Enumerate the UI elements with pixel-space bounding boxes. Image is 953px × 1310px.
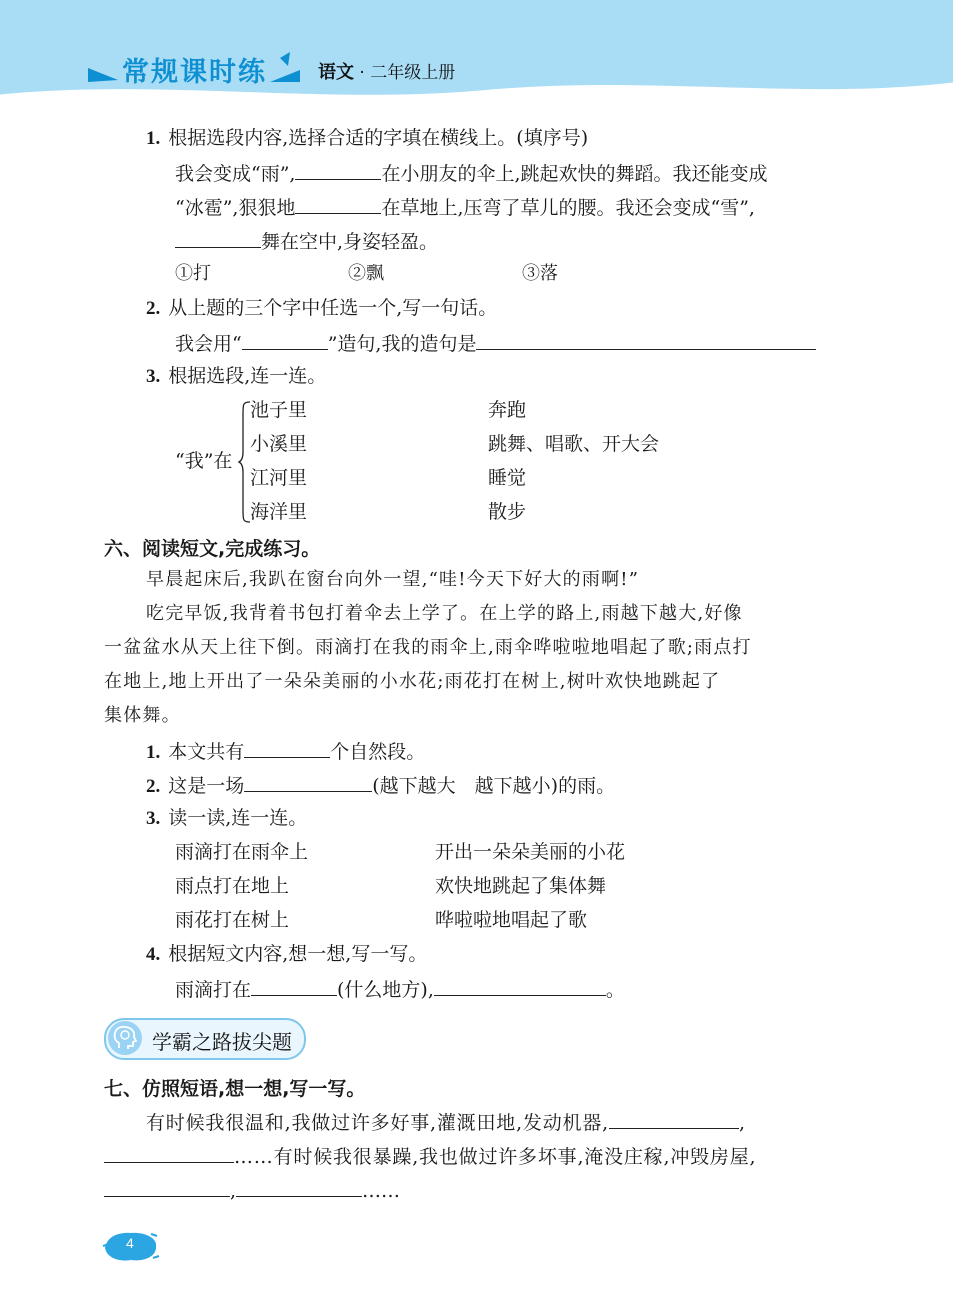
s6-q1-number: 1. [146, 742, 161, 763]
s6-q3-left-item: 雨滴打在雨伞上 [175, 841, 309, 863]
q1-prompt-text: 根据选段内容,选择合适的字填在横线上。(填序号) [168, 127, 589, 149]
s7-line1-comma: , [738, 1112, 746, 1134]
series-title: 常规课时练 [122, 57, 267, 88]
s6-q4-part-b: (什么地方), [337, 979, 434, 1001]
q1-line3-text: 舞在空中,身姿轻盈。 [261, 231, 439, 253]
section-7-title: 七、仿照短语,想一想,写一写。 [104, 1078, 366, 1100]
q1-line-3 [175, 227, 438, 255]
q1-line-2 [175, 193, 755, 221]
s6-q4-number: 4. [146, 944, 161, 965]
q2-part-a: 我会用“ [175, 333, 242, 355]
s6-q3 [146, 805, 307, 832]
s7-blank-4[interactable] [236, 1176, 362, 1197]
s6-q4 [146, 941, 427, 968]
passage-line: 在地上,地上开出了一朵朵美丽的小水花;雨花打在树上,树叶欢快地跳起了 [104, 671, 721, 692]
badge-label: 学霸之路拔尖题 [152, 1030, 292, 1054]
s6-q2-part-b: (越下越大 越下越小)的雨。 [372, 775, 616, 797]
s6-q3-number: 3. [146, 808, 161, 829]
s6-q2-blank[interactable] [244, 771, 372, 792]
subject-label: 语文 [318, 62, 354, 83]
q2-blank-sentence[interactable] [476, 329, 816, 350]
q3-left-item: 小溪里 [250, 433, 308, 455]
q1-line-1 [175, 159, 768, 187]
s6-q4-answer-line [175, 975, 625, 1003]
q1-number: 1. [146, 128, 161, 149]
s7-blank-1[interactable] [609, 1108, 739, 1129]
s6-q3-right-item: 哗啦啦地唱起了歌 [435, 909, 588, 931]
s6-q3-right-item: 欢快地跳起了集体舞 [435, 875, 607, 897]
s6-q1-part-a: 本文共有 [168, 741, 245, 763]
grade-label: 二年级上册 [370, 63, 456, 83]
q1-blank-2[interactable] [295, 193, 381, 214]
q3-subject: “我”在 [175, 450, 233, 472]
q2-answer-line [175, 329, 816, 357]
q2-part-b: ”造句,我的造句是 [327, 333, 477, 355]
q3-prompt-text: 根据选段,连一连。 [168, 365, 327, 387]
passage-paragraph-1: 早晨起床后,我趴在窗台向外一望,“哇!今天下好大的雨啊!” [146, 569, 640, 590]
s6-q4-prompt: 根据短文内容,想一想,写一写。 [168, 943, 428, 965]
s6-q1 [146, 737, 425, 766]
page-number-badge [101, 1226, 161, 1264]
s6-q2 [146, 771, 615, 800]
q3-left-item: 池子里 [250, 399, 308, 421]
s6-q2-number: 2. [146, 776, 161, 797]
passage-line: 集体舞。 [104, 705, 181, 726]
s6-q1-part-b: 个自然段。 [330, 741, 426, 763]
subject-separator: · [359, 63, 365, 83]
s7-line2-text: ……有时候我很暴躁,我也做过许多坏事,淹没庄稼,冲毁房屋, [234, 1146, 757, 1168]
q1-line2-part-a: “冰雹”,狠狠地 [175, 197, 296, 219]
s7-line1-text: 有时候我很温和,我做过许多好事,灌溉田地,发动机器, [146, 1112, 609, 1134]
s7-line-3 [104, 1176, 400, 1204]
q2-prompt-text: 从上题的三个字中任选一个,写一句话。 [168, 297, 498, 319]
q3-number: 3. [146, 366, 161, 387]
s6-q1-blank[interactable] [244, 737, 330, 758]
q2-prompt [146, 295, 497, 322]
q1-option-1: ①打 [175, 263, 211, 284]
q2-number: 2. [146, 298, 161, 319]
q3-prompt [146, 363, 326, 390]
subject-grade [318, 58, 455, 84]
q1-prompt [146, 125, 588, 152]
q1-option-2: ②飘 [348, 263, 384, 284]
s6-q3-right-item: 开出一朵朵美丽的小花 [435, 841, 626, 863]
q3-right-item: 奔跑 [488, 399, 527, 421]
q1-line1-part-b: 在小朋友的伞上,跳起欢快的舞蹈。我还能变成 [381, 163, 768, 185]
s6-q2-part-a: 这是一场 [168, 775, 245, 797]
s6-q3-left-item: 雨花打在树上 [175, 909, 290, 931]
q3-right-item: 散步 [488, 501, 527, 523]
s6-q4-part-a: 雨滴打在 [175, 979, 252, 1001]
page-header [0, 0, 953, 108]
q3-right-item: 睡觉 [488, 467, 527, 489]
challenge-badge [104, 1018, 306, 1060]
q1-line2-part-b: 在草地上,压弯了草儿的腰。我还会变成“雪”, [381, 197, 755, 219]
q1-blank-1[interactable] [295, 159, 381, 180]
q3-left-item: 海洋里 [250, 501, 308, 523]
q1-option-3: ③落 [522, 263, 558, 284]
q3-left-item: 江河里 [250, 467, 308, 489]
s6-q3-prompt: 读一读,连一连。 [168, 807, 308, 829]
q3-right-item: 跳舞、唱歌、开大会 [488, 433, 660, 455]
q1-line1-part-a: 我会变成“雨”, [175, 163, 296, 185]
s6-q4-part-c: 。 [605, 979, 625, 1001]
passage-line: 吃完早饭,我背着书包打着伞去上学了。在上学的路上,雨越下越大,好像 [146, 603, 743, 624]
s7-blank-3[interactable] [104, 1176, 230, 1197]
passage-line: 一盆盆水从天上往下倒。雨滴打在我的雨伞上,雨伞哗啦啦地唱起了歌;雨点打 [104, 637, 752, 658]
s7-line-2 [104, 1142, 756, 1170]
section-6-title: 六、阅读短文,完成练习。 [104, 538, 321, 560]
brain-head-icon [108, 1021, 142, 1055]
q1-blank-3[interactable] [175, 227, 261, 248]
s7-line-1 [146, 1108, 746, 1136]
page-number: 4 [126, 1235, 134, 1251]
s7-line3-ellipsis: …… [362, 1180, 401, 1202]
s6-q4-blank-place[interactable] [251, 975, 337, 996]
s6-q4-blank-result[interactable] [434, 975, 606, 996]
q2-blank-char[interactable] [242, 329, 328, 350]
s6-q3-left-item: 雨点打在地上 [175, 875, 290, 897]
s7-blank-2[interactable] [104, 1142, 234, 1163]
s7-line3-comma: , [230, 1180, 237, 1202]
